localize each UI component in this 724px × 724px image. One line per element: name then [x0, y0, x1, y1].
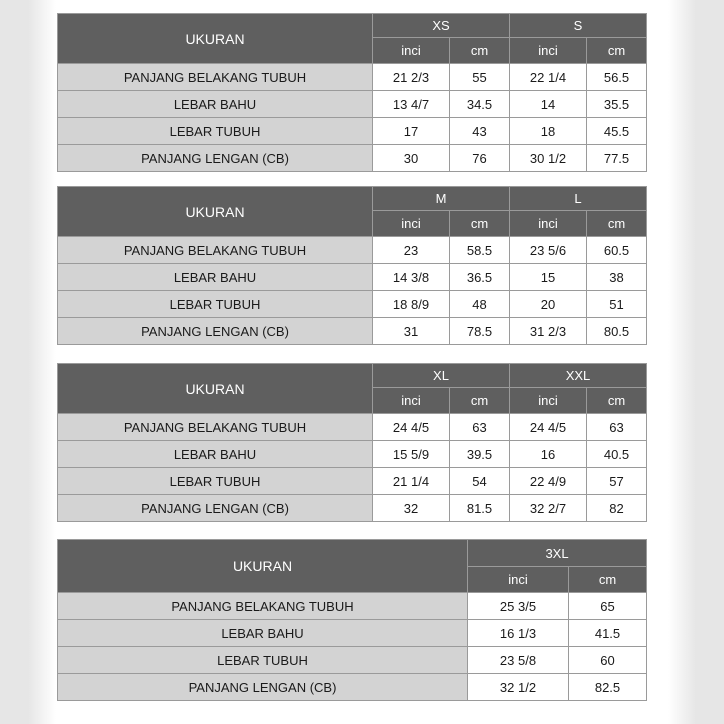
value-cell: 22 1/4 [510, 64, 587, 91]
unit-cm: cm [450, 211, 510, 237]
size-header-label: UKURAN [58, 14, 373, 64]
value-cell: 21 2/3 [373, 64, 450, 91]
value-cell: 22 4/9 [510, 468, 587, 495]
value-cell: 38 [587, 264, 647, 291]
value-cell: 30 1/2 [510, 145, 587, 172]
value-cell: 31 [373, 318, 450, 345]
unit-inch: inci [510, 38, 587, 64]
value-cell: 15 5/9 [373, 441, 450, 468]
row-label: PANJANG BELAKANG TUBUH [58, 593, 468, 620]
value-cell: 65 [569, 593, 647, 620]
value-cell: 32 [373, 495, 450, 522]
value-cell: 24 4/5 [510, 414, 587, 441]
value-cell: 36.5 [450, 264, 510, 291]
table-row [58, 495, 647, 522]
value-cell: 45.5 [587, 118, 647, 145]
size-name-3xl: 3XL [468, 540, 647, 567]
value-cell: 39.5 [450, 441, 510, 468]
value-cell: 32 1/2 [468, 674, 569, 701]
value-cell: 17 [373, 118, 450, 145]
table-row [58, 441, 647, 468]
row-label: LEBAR TUBUH [58, 468, 373, 495]
size-header-label: UKURAN [58, 540, 468, 593]
unit-cm: cm [569, 567, 647, 593]
row-label: LEBAR TUBUH [58, 118, 373, 145]
value-cell: 30 [373, 145, 450, 172]
value-cell: 24 4/5 [373, 414, 450, 441]
value-cell: 23 [373, 237, 450, 264]
size-name-l: L [510, 187, 647, 211]
value-cell: 58.5 [450, 237, 510, 264]
row-label: PANJANG BELAKANG TUBUH [58, 237, 373, 264]
value-cell: 43 [450, 118, 510, 145]
table-row [58, 145, 647, 172]
value-cell: 63 [587, 414, 647, 441]
row-label: PANJANG LENGAN (CB) [58, 674, 468, 701]
unit-inch: inci [510, 388, 587, 414]
value-cell: 77.5 [587, 145, 647, 172]
row-label: LEBAR TUBUH [58, 291, 373, 318]
value-cell: 63 [450, 414, 510, 441]
value-cell: 23 5/6 [510, 237, 587, 264]
value-cell: 14 3/8 [373, 264, 450, 291]
table-row [58, 64, 647, 91]
table-row [58, 264, 647, 291]
table-row [58, 414, 647, 441]
value-cell: 80.5 [587, 318, 647, 345]
table-row [58, 674, 647, 701]
row-label: PANJANG BELAKANG TUBUH [58, 414, 373, 441]
unit-cm: cm [450, 38, 510, 64]
table-row [58, 91, 647, 118]
unit-inch: inci [373, 38, 450, 64]
value-cell: 56.5 [587, 64, 647, 91]
value-cell: 34.5 [450, 91, 510, 118]
table-row [58, 593, 647, 620]
row-label: LEBAR BAHU [58, 264, 373, 291]
value-cell: 76 [450, 145, 510, 172]
size-header-label: UKURAN [58, 187, 373, 237]
size-name-xl: XL [373, 364, 510, 388]
value-cell: 18 [510, 118, 587, 145]
size-table-xs-s [57, 13, 647, 172]
size-name-s: S [510, 14, 647, 38]
value-cell: 40.5 [587, 441, 647, 468]
value-cell: 35.5 [587, 91, 647, 118]
value-cell: 81.5 [450, 495, 510, 522]
size-name-xxl: XXL [510, 364, 647, 388]
row-label: LEBAR BAHU [58, 441, 373, 468]
value-cell: 41.5 [569, 620, 647, 647]
table-row [58, 291, 647, 318]
row-label: LEBAR BAHU [58, 620, 468, 647]
unit-inch: inci [468, 567, 569, 593]
value-cell: 16 1/3 [468, 620, 569, 647]
value-cell: 55 [450, 64, 510, 91]
value-cell: 16 [510, 441, 587, 468]
table-row [58, 237, 647, 264]
value-cell: 20 [510, 291, 587, 318]
table-row [58, 118, 647, 145]
value-cell: 21 1/4 [373, 468, 450, 495]
unit-cm: cm [587, 38, 647, 64]
unit-cm: cm [450, 388, 510, 414]
row-label: LEBAR TUBUH [58, 647, 468, 674]
row-label: PANJANG BELAKANG TUBUH [58, 64, 373, 91]
value-cell: 60.5 [587, 237, 647, 264]
value-cell: 18 8/9 [373, 291, 450, 318]
value-cell: 82.5 [569, 674, 647, 701]
size-name-m: M [373, 187, 510, 211]
value-cell: 51 [587, 291, 647, 318]
value-cell: 23 5/8 [468, 647, 569, 674]
unit-inch: inci [510, 211, 587, 237]
value-cell: 15 [510, 264, 587, 291]
unit-cm: cm [587, 388, 647, 414]
table-row [58, 318, 647, 345]
unit-inch: inci [373, 388, 450, 414]
size-table-m-l [57, 186, 647, 345]
value-cell: 13 4/7 [373, 91, 450, 118]
value-cell: 57 [587, 468, 647, 495]
row-label: LEBAR BAHU [58, 91, 373, 118]
size-table-3xl [57, 539, 647, 701]
size-name-xs: XS [373, 14, 510, 38]
unit-inch: inci [373, 211, 450, 237]
value-cell: 48 [450, 291, 510, 318]
table-row [58, 620, 647, 647]
value-cell: 82 [587, 495, 647, 522]
row-label: PANJANG LENGAN (CB) [58, 318, 373, 345]
value-cell: 32 2/7 [510, 495, 587, 522]
row-label: PANJANG LENGAN (CB) [58, 495, 373, 522]
value-cell: 25 3/5 [468, 593, 569, 620]
value-cell: 31 2/3 [510, 318, 587, 345]
size-table-xl-xxl [57, 363, 647, 522]
value-cell: 14 [510, 91, 587, 118]
row-label: PANJANG LENGAN (CB) [58, 145, 373, 172]
value-cell: 60 [569, 647, 647, 674]
value-cell: 54 [450, 468, 510, 495]
table-row [58, 647, 647, 674]
size-header-label: UKURAN [58, 364, 373, 414]
value-cell: 78.5 [450, 318, 510, 345]
table-row [58, 468, 647, 495]
unit-cm: cm [587, 211, 647, 237]
